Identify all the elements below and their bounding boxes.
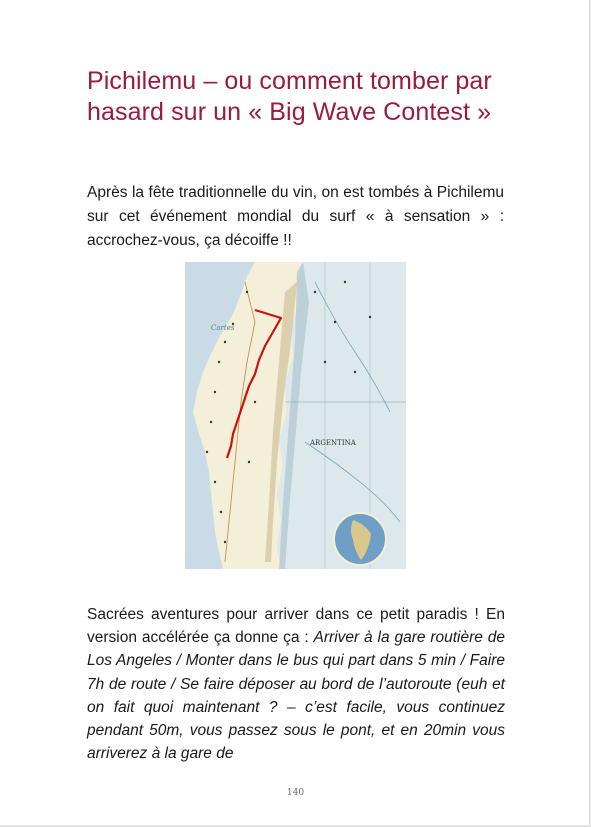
map-ocean-label: Cartes xyxy=(211,324,235,332)
chile-map-svg xyxy=(185,262,406,569)
intro-paragraph: Après la fête traditionnelle du vin, on est tombés à Pichilemu sur cet événement mondial du surf « à sensation » : accrochez-vous, ça décoiffe !! xyxy=(87,184,504,249)
page-title: Pichilemu – ou comment tomber par hasard sur un « Big Wave Contest » xyxy=(87,67,492,126)
page-number: 140 xyxy=(286,788,305,798)
body-lead: Sacrées aventures pour arriver dans ce petit paradis ! En version accélérée ça donne ça : xyxy=(87,606,505,647)
map-image xyxy=(185,262,406,569)
body-paragraph xyxy=(87,603,505,765)
map-country-label: ARGENTINA xyxy=(310,439,356,447)
body-italic: Arriver à la gare routière de Los Angeles / Monter dans le bus qui part dans 5 min / Faire 7h de route / Se faire déposer au bord de l’autoroute (euh et on fait quoi maintenant ? – c’est facile, vous continuez pendant 50m, vous passez sous le pont, et en 20min vous arriverez à la gare de xyxy=(87,629,506,763)
